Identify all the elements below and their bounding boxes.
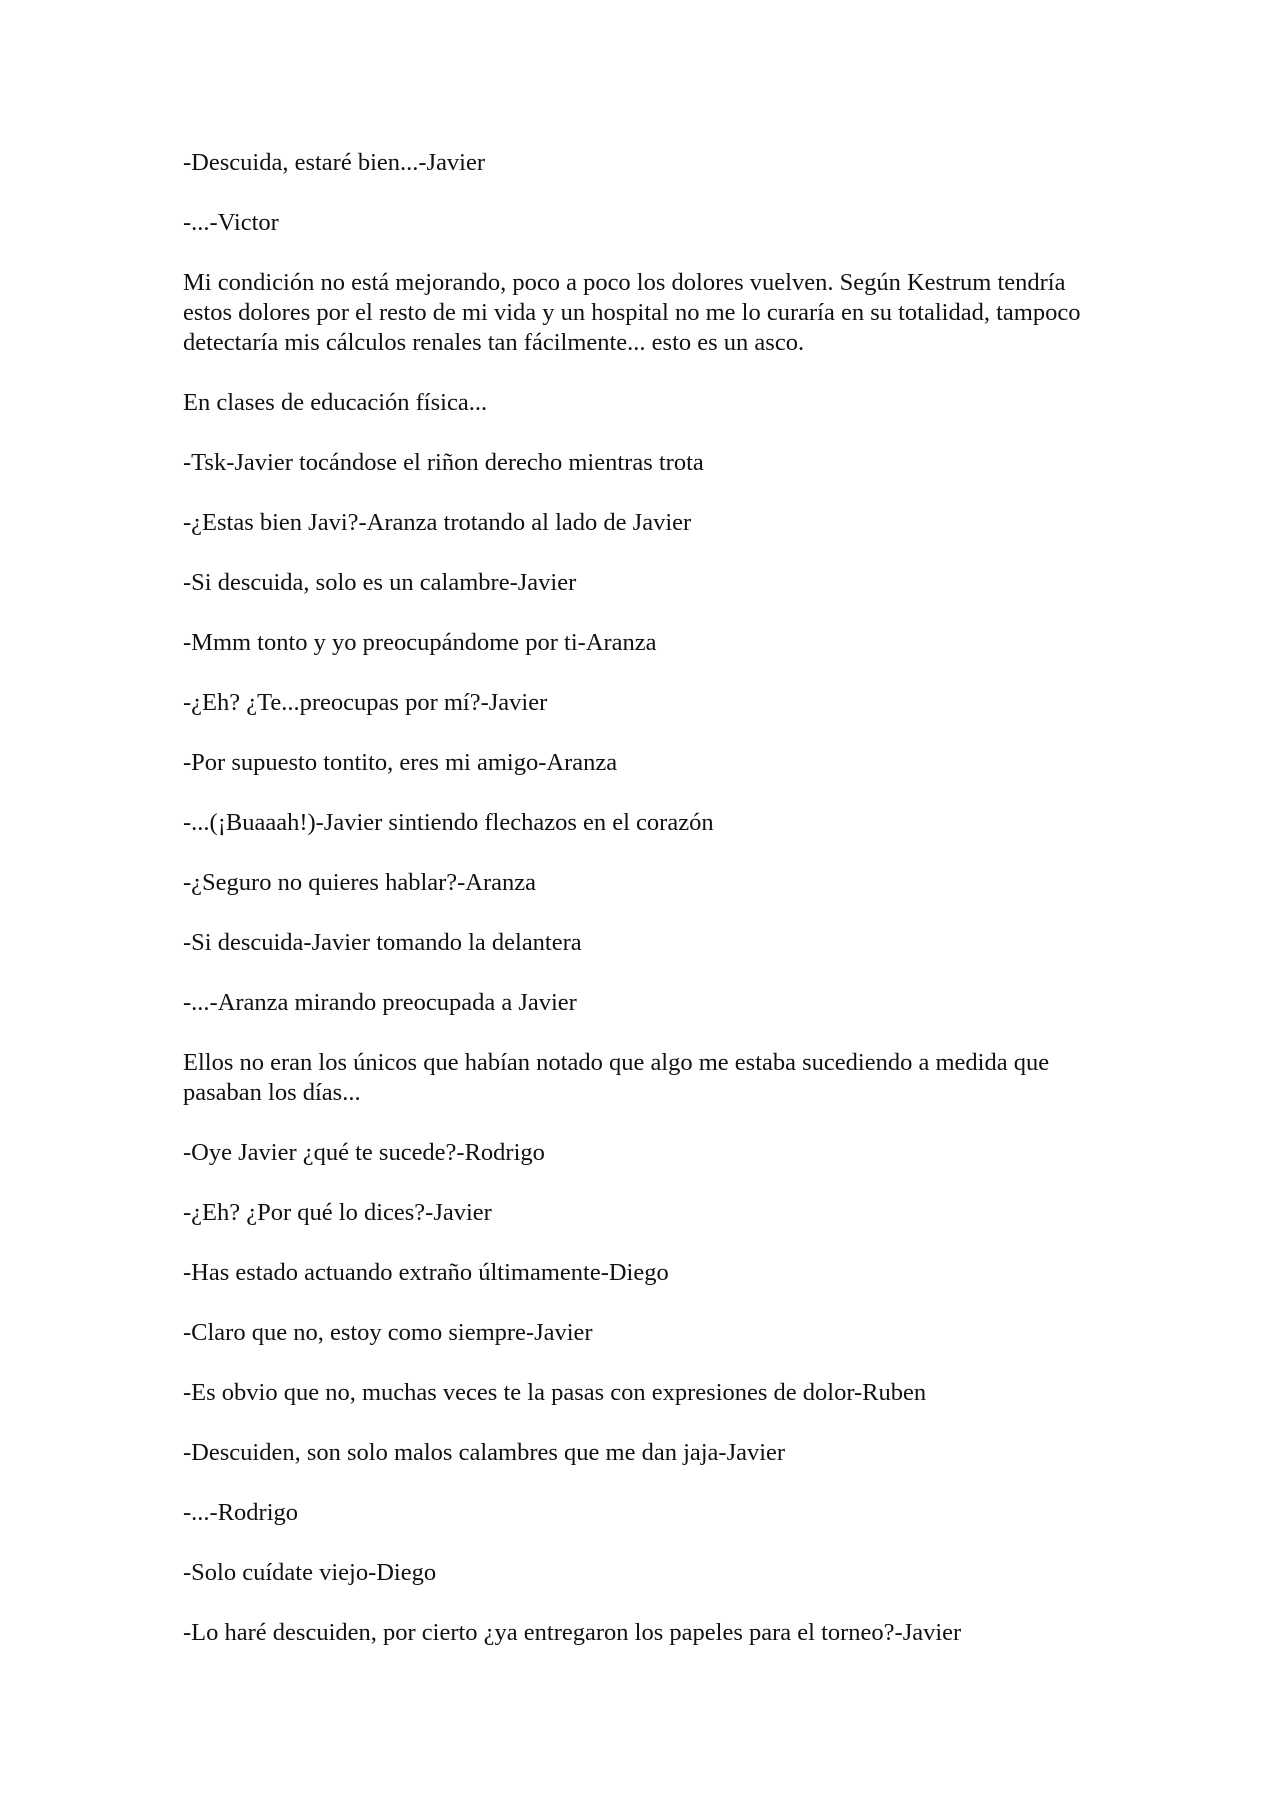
- paragraph: Ellos no eran los únicos que habían notado que algo me estaba sucediendo a medida que pasaban los días...: [183, 1049, 1050, 1106]
- paragraph: -Has estado actuando extraño últimamente-Diego: [183, 1259, 669, 1286]
- paragraph: -¿Eh? ¿Por qué lo dices?-Javier: [183, 1199, 492, 1226]
- paragraph: -Es obvio que no, muchas veces te la pasas con expresiones de dolor-Ruben: [183, 1379, 927, 1406]
- paragraph: -Si descuida, solo es un calambre-Javier: [183, 569, 577, 596]
- paragraph: -¿Eh? ¿Te...preocupas por mí?-Javier: [183, 689, 548, 716]
- paragraph: -Lo haré descuiden, por cierto ¿ya entregaron los papeles para el torneo?-Javier: [183, 1619, 962, 1646]
- paragraph: -Mmm tonto y yo preocupándome por ti-Aranza: [183, 629, 657, 656]
- paragraph: -Por supuesto tontito, eres mi amigo-Aranza: [183, 749, 618, 776]
- document-body: [183, 148, 1103, 1678]
- paragraph: -...-Aranza mirando preocupada a Javier: [183, 989, 577, 1016]
- paragraph: -Solo cuídate viejo-Diego: [183, 1559, 437, 1586]
- paragraph: -...(¡Buaaah!)-Javier sintiendo flechazos en el corazón: [183, 809, 714, 836]
- paragraph: -Descuiden, son solo malos calambres que me dan jaja-Javier: [183, 1439, 786, 1466]
- paragraph: -...-Victor: [183, 209, 279, 236]
- paragraph: -¿Seguro no quieres hablar?-Aranza: [183, 869, 537, 896]
- paragraph: En clases de educación física...: [183, 389, 488, 416]
- paragraph: -Claro que no, estoy como siempre-Javier: [183, 1319, 593, 1346]
- paragraph: -Descuida, estaré bien...-Javier: [183, 149, 486, 176]
- paragraph: -Tsk-Javier tocándose el riñon derecho mientras trota: [183, 449, 704, 476]
- paragraph: -Si descuida-Javier tomando la delantera: [183, 929, 582, 956]
- paragraph: -¿Estas bien Javi?-Aranza trotando al lado de Javier: [183, 509, 692, 536]
- paragraph: -Oye Javier ¿qué te sucede?-Rodrigo: [183, 1139, 545, 1166]
- paragraph: Mi condición no está mejorando, poco a poco los dolores vuelven. Según Kestrum tendría estos dolores por el resto de mi vida y un hospital no me lo curaría en su totalidad, tampoco detectaría mis cálculos renales tan fácilmente... esto es un asco.: [183, 269, 1081, 356]
- paragraph: -...-Rodrigo: [183, 1499, 298, 1526]
